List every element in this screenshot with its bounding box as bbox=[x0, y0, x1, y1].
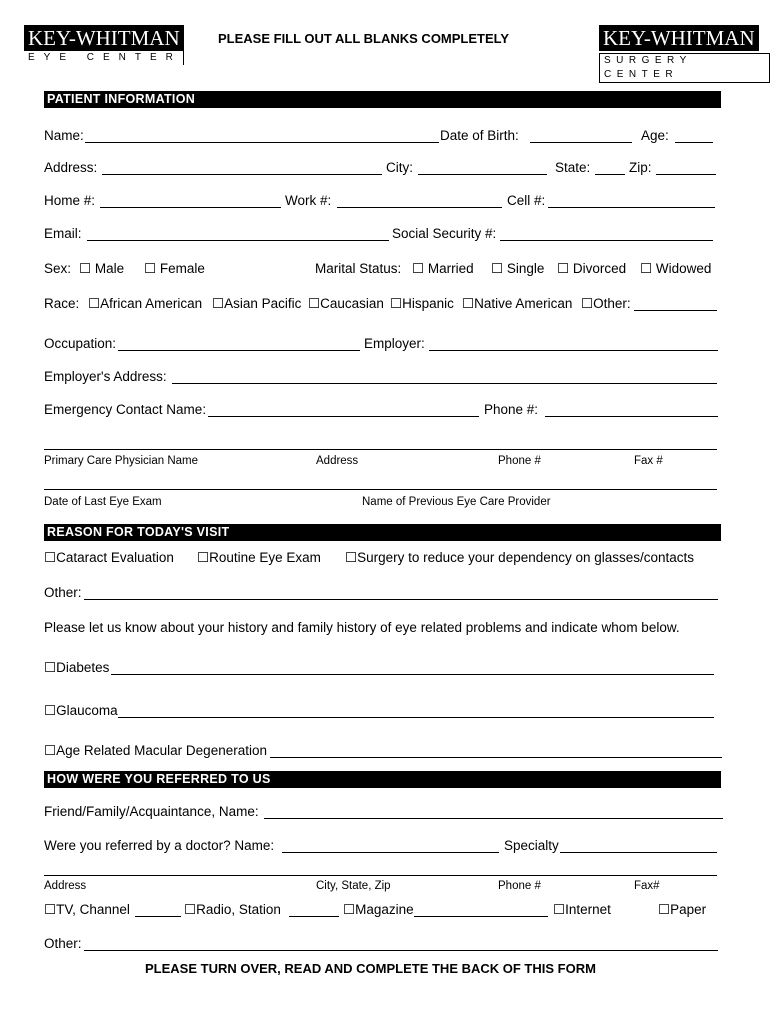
routine-exam-checkbox[interactable] bbox=[197, 550, 321, 566]
race-asian-checkbox[interactable] bbox=[212, 296, 301, 312]
sex-label: Sex: bbox=[44, 261, 72, 276]
diabetes-field[interactable] bbox=[111, 674, 714, 675]
pcp-name-caption: Primary Care Physician Name bbox=[44, 455, 199, 467]
emergency-contact-field[interactable] bbox=[208, 416, 479, 417]
city-field[interactable] bbox=[418, 174, 547, 175]
pcp-field[interactable] bbox=[44, 449, 717, 450]
radio-checkbox[interactable] bbox=[184, 902, 281, 918]
male-label: Male bbox=[94, 261, 125, 276]
female-checkbox[interactable] bbox=[144, 261, 205, 277]
pcp-phone-caption: Phone # bbox=[498, 455, 541, 467]
cataract-checkbox[interactable] bbox=[44, 550, 174, 566]
logo-left-main: KEY-WHITMAN bbox=[24, 25, 184, 51]
emergency-phone-label: Phone #: bbox=[484, 402, 539, 417]
checkbox-icon: ☐ bbox=[343, 902, 356, 917]
reason-other-label: Other: bbox=[44, 585, 82, 600]
eye-center-logo bbox=[24, 25, 184, 65]
age-label: Age: bbox=[641, 128, 669, 143]
race-other-field[interactable] bbox=[634, 310, 717, 311]
history-prompt: Please let us know about your history and family history of eye related problems and indicate whom below. bbox=[44, 620, 680, 635]
address-label: Address: bbox=[44, 160, 98, 175]
footer-instruction: PLEASE TURN OVER, READ AND COMPLETE THE BACK OF THIS FORM bbox=[145, 961, 596, 976]
male-checkbox[interactable] bbox=[79, 261, 124, 277]
magazine-field[interactable] bbox=[414, 916, 548, 917]
checkbox-icon: ☐ bbox=[79, 261, 92, 276]
glaucoma-field[interactable] bbox=[118, 717, 714, 718]
checkbox-icon: ☐ bbox=[308, 296, 321, 311]
race-label: Race: bbox=[44, 296, 80, 311]
section-referral: HOW WERE YOU REFERRED TO US bbox=[44, 771, 721, 788]
glaucoma-checkbox[interactable] bbox=[44, 703, 118, 719]
paper-checkbox[interactable] bbox=[658, 902, 706, 918]
work-phone-field[interactable] bbox=[337, 207, 502, 208]
friend-referral-label: Friend/Family/Acquaintance, Name: bbox=[44, 804, 259, 819]
email-field[interactable] bbox=[87, 240, 389, 241]
specialty-label: Specialty bbox=[504, 838, 559, 853]
tv-label: TV, Channel bbox=[56, 902, 130, 917]
referrer-phone-caption: Phone # bbox=[498, 880, 541, 892]
checkbox-icon: ☐ bbox=[390, 296, 403, 311]
dob-field[interactable] bbox=[530, 142, 632, 143]
home-phone-field[interactable] bbox=[100, 207, 281, 208]
surgery-label: Surgery to reduce your dependency on glasses/contacts bbox=[357, 550, 695, 565]
paper-label: Paper bbox=[670, 902, 707, 917]
glaucoma-label: Glaucoma bbox=[56, 703, 118, 718]
referrer-address-field[interactable] bbox=[44, 875, 717, 876]
race-native-label: Native American bbox=[474, 296, 573, 311]
referral-other-label: Other: bbox=[44, 936, 82, 951]
logo-left-sub: EYE CENTER bbox=[24, 51, 184, 65]
last-exam-caption: Date of Last Eye Exam bbox=[44, 496, 162, 508]
race-native-checkbox[interactable] bbox=[462, 296, 572, 312]
internet-checkbox[interactable] bbox=[553, 902, 611, 918]
reason-other-field[interactable] bbox=[84, 599, 718, 600]
city-label: City: bbox=[386, 160, 413, 175]
married-checkbox[interactable] bbox=[412, 261, 474, 277]
surgery-center-logo bbox=[599, 25, 770, 83]
referrer-fax-caption: Fax# bbox=[634, 880, 660, 892]
race-other-label: Other: bbox=[593, 296, 631, 311]
routine-exam-label: Routine Eye Exam bbox=[209, 550, 321, 565]
macular-field[interactable] bbox=[270, 757, 722, 758]
divorced-label: Divorced bbox=[572, 261, 627, 276]
race-asian-label: Asian Pacific bbox=[224, 296, 302, 311]
email-label: Email: bbox=[44, 226, 82, 241]
internet-label: Internet bbox=[565, 902, 611, 917]
female-label: Female bbox=[159, 261, 205, 276]
employer-address-label: Employer's Address: bbox=[44, 369, 167, 384]
name-field[interactable] bbox=[85, 142, 439, 143]
employer-label: Employer: bbox=[364, 336, 425, 351]
pcp-fax-caption: Fax # bbox=[634, 455, 663, 467]
zip-label: Zip: bbox=[629, 160, 652, 175]
checkbox-icon: ☐ bbox=[412, 261, 425, 276]
checkbox-icon: ☐ bbox=[197, 550, 210, 565]
race-other-checkbox[interactable] bbox=[581, 296, 631, 312]
employer-field[interactable] bbox=[429, 350, 718, 351]
checkbox-icon: ☐ bbox=[44, 703, 57, 718]
marital-status-label: Marital Status: bbox=[315, 261, 402, 276]
divorced-checkbox[interactable] bbox=[557, 261, 626, 277]
checkbox-icon: ☐ bbox=[44, 902, 57, 917]
single-label: Single bbox=[506, 261, 545, 276]
referrer-city-caption: City, State, Zip bbox=[316, 880, 391, 892]
work-phone-label: Work #: bbox=[285, 193, 332, 208]
dob-label: Date of Birth: bbox=[440, 128, 519, 143]
race-caucasian-label: Caucasian bbox=[320, 296, 384, 311]
surgery-checkbox[interactable] bbox=[345, 550, 694, 566]
occupation-label: Occupation: bbox=[44, 336, 117, 351]
checkbox-icon: ☐ bbox=[581, 296, 594, 311]
checkbox-icon: ☐ bbox=[144, 261, 157, 276]
diabetes-label: Diabetes bbox=[56, 660, 110, 675]
checkbox-icon: ☐ bbox=[553, 902, 566, 917]
cell-phone-label: Cell #: bbox=[507, 193, 546, 208]
occupation-field[interactable] bbox=[118, 350, 360, 351]
diabetes-checkbox[interactable] bbox=[44, 660, 109, 676]
checkbox-icon: ☐ bbox=[44, 550, 57, 565]
prev-provider-caption: Name of Previous Eye Care Provider bbox=[362, 496, 551, 508]
friend-referral-field[interactable] bbox=[264, 818, 723, 819]
race-hispanic-label: Hispanic bbox=[402, 296, 454, 311]
ssn-label: Social Security #: bbox=[392, 226, 497, 241]
magazine-label: Magazine bbox=[355, 902, 414, 917]
employer-address-field[interactable] bbox=[172, 383, 717, 384]
section-reason-for-visit: REASON FOR TODAY'S VISIT bbox=[44, 524, 721, 541]
checkbox-icon: ☐ bbox=[212, 296, 225, 311]
checkbox-icon: ☐ bbox=[658, 902, 671, 917]
ssn-field[interactable] bbox=[500, 240, 713, 241]
emergency-contact-label: Emergency Contact Name: bbox=[44, 402, 207, 417]
race-african-label: African American bbox=[100, 296, 203, 311]
macular-checkbox[interactable] bbox=[44, 743, 267, 759]
address-field[interactable] bbox=[102, 174, 382, 175]
zip-field[interactable] bbox=[656, 174, 716, 175]
name-label: Name: bbox=[44, 128, 84, 143]
tv-checkbox[interactable] bbox=[44, 902, 130, 918]
logo-right-sub: SURGERY CENTER bbox=[599, 53, 770, 83]
checkbox-icon: ☐ bbox=[88, 296, 101, 311]
widowed-label: Widowed bbox=[655, 261, 712, 276]
checkbox-icon: ☐ bbox=[462, 296, 475, 311]
race-african-checkbox[interactable] bbox=[88, 296, 202, 312]
state-field[interactable] bbox=[595, 174, 625, 175]
cataract-label: Cataract Evaluation bbox=[56, 550, 174, 565]
married-label: Married bbox=[427, 261, 474, 276]
widowed-checkbox[interactable] bbox=[640, 261, 711, 277]
home-phone-label: Home #: bbox=[44, 193, 96, 208]
last-exam-field[interactable] bbox=[44, 489, 717, 490]
checkbox-icon: ☐ bbox=[491, 261, 504, 276]
magazine-checkbox[interactable] bbox=[343, 902, 414, 918]
cell-phone-field[interactable] bbox=[548, 207, 715, 208]
specialty-field[interactable] bbox=[560, 852, 717, 853]
doctor-referral-label: Were you referred by a doctor? Name: bbox=[44, 838, 275, 853]
race-caucasian-checkbox[interactable] bbox=[308, 296, 384, 312]
checkbox-icon: ☐ bbox=[345, 550, 358, 565]
age-field[interactable] bbox=[675, 142, 713, 143]
doctor-referral-field[interactable] bbox=[282, 852, 499, 853]
checkbox-icon: ☐ bbox=[184, 902, 197, 917]
single-checkbox[interactable] bbox=[491, 261, 544, 277]
referrer-address-caption: Address bbox=[44, 880, 87, 892]
checkbox-icon: ☐ bbox=[557, 261, 570, 276]
section-patient-information: PATIENT INFORMATION bbox=[44, 91, 721, 108]
logo-right-main: KEY-WHITMAN bbox=[599, 25, 759, 51]
macular-label: Age Related Macular Degeneration bbox=[56, 743, 267, 758]
race-hispanic-checkbox[interactable] bbox=[390, 296, 454, 312]
radio-label: Radio, Station bbox=[196, 902, 281, 917]
radio-field[interactable] bbox=[289, 916, 339, 917]
checkbox-icon: ☐ bbox=[640, 261, 653, 276]
state-label: State: bbox=[555, 160, 591, 175]
pcp-address-caption: Address bbox=[316, 455, 359, 467]
page-title: PLEASE FILL OUT ALL BLANKS COMPLETELY bbox=[218, 31, 510, 46]
checkbox-icon: ☐ bbox=[44, 743, 57, 758]
tv-field[interactable] bbox=[135, 916, 181, 917]
referral-other-field[interactable] bbox=[84, 950, 718, 951]
emergency-phone-field[interactable] bbox=[545, 416, 718, 417]
checkbox-icon: ☐ bbox=[44, 660, 57, 675]
